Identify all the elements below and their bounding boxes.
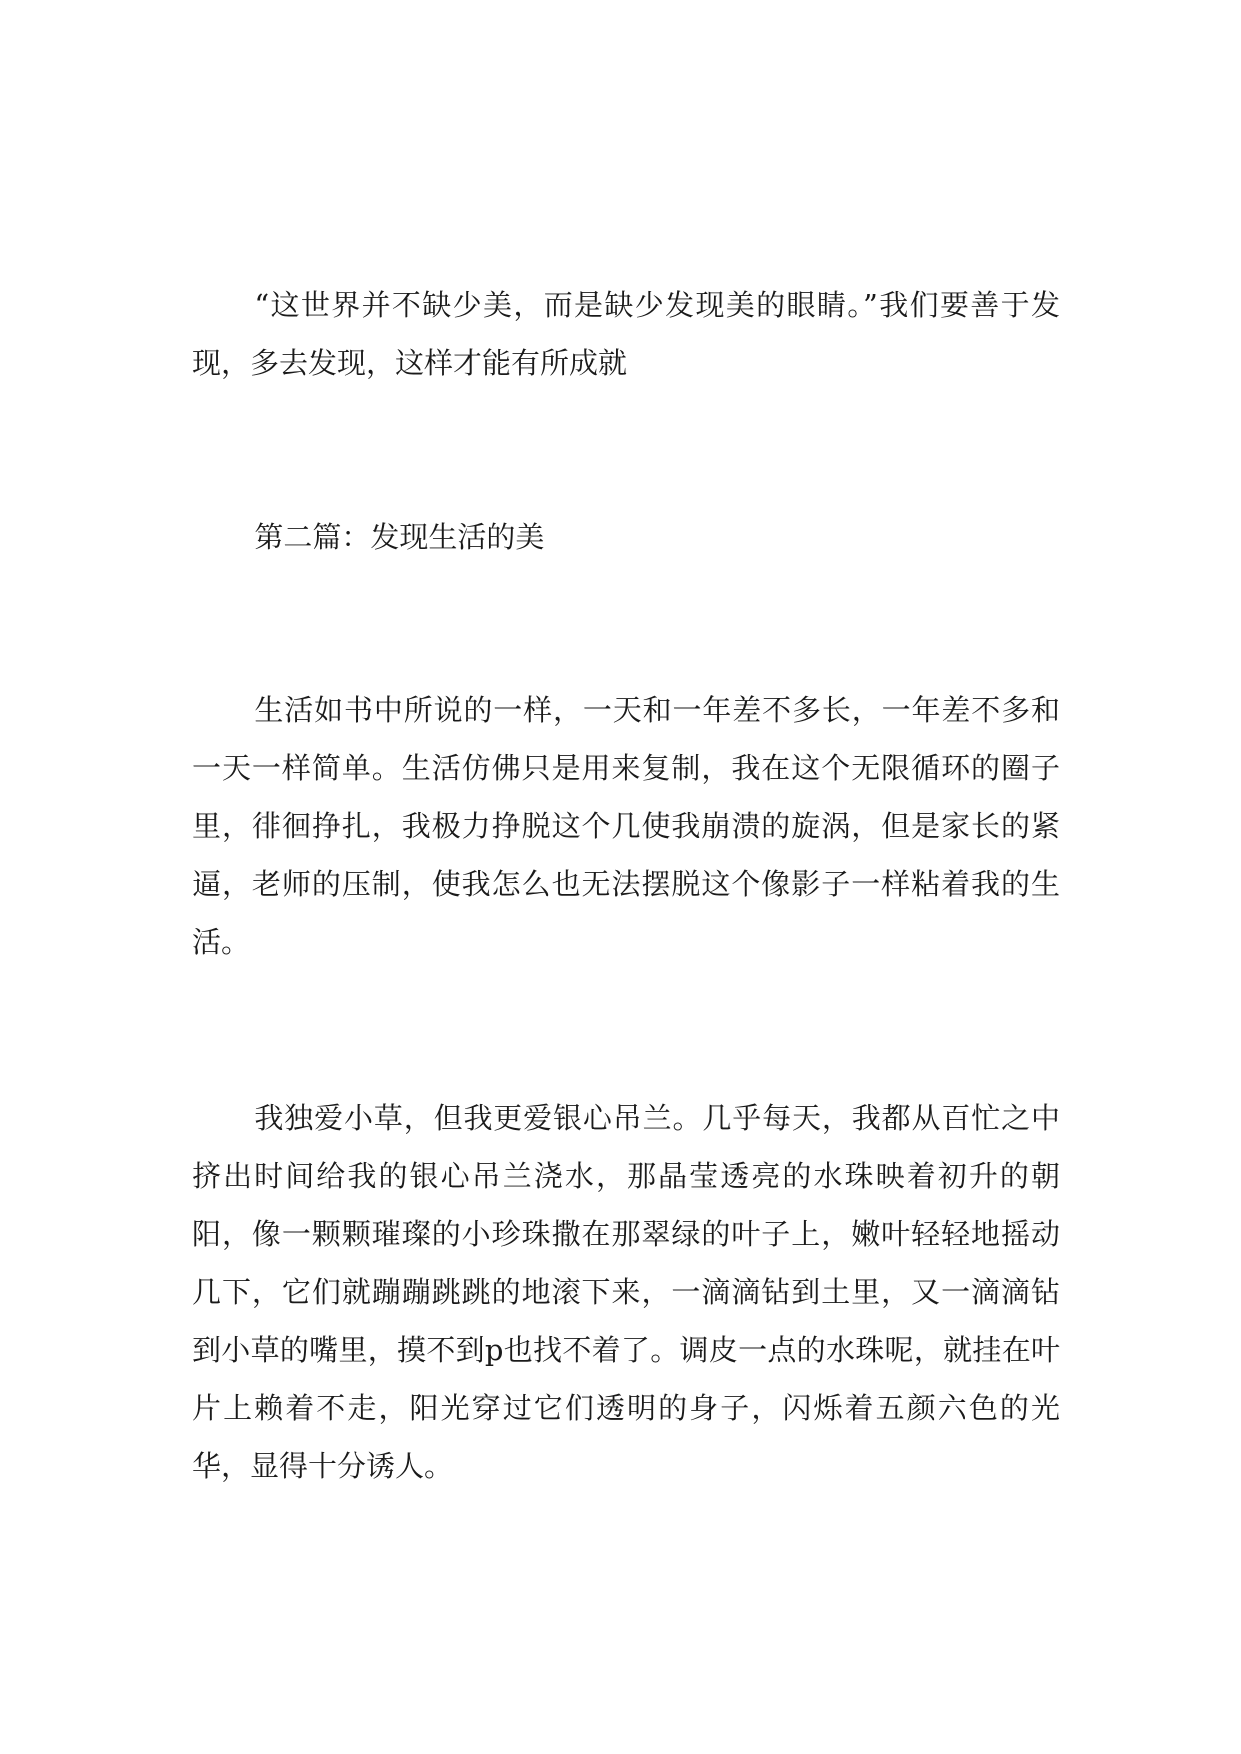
paragraph-life: 生活如书中所说的一样，一天和一年差不多长，一年差不多和一天一样简单。生活仿佛只是用来复制，我在这个无限循环的圈子里，徘徊挣扎，我极力挣脱这个几使我崩溃的旋涡，但是家长的紧逼，老师的压制，使我怎么也无法摆脱这个像影子一样粘着我的生活。 bbox=[192, 693, 1060, 959]
paragraph-intro-quote: “这世界并不缺少美，而是缺少发现美的眼睛。”我们要善于发现，多去发现，这样才能有所成就 bbox=[192, 288, 1060, 380]
paragraph-orchid: 我独爱小草，但我更爱银心吊兰。几乎每天，我都从百忙之中挤出时间给我的银心吊兰浇水，那晶莹透亮的水珠映着初升的朝阳，像一颗颗璀璨的小珍珠撒在那翠绿的叶子上，嫩叶轻轻地摇动几下，它们就蹦蹦跳跳的地滚下来，一滴滴钻到土里，又一滴滴钻到小草的嘴里，摸不到p也找不着了。调皮一点的水珠呢，就挂在叶片上赖着不走，阳光穿过它们透明的身子，闪烁着五颜六色的光华，显得十分诱人。 bbox=[192, 1101, 1060, 1483]
section-heading: 第二篇：发现生活的美 bbox=[254, 520, 545, 554]
